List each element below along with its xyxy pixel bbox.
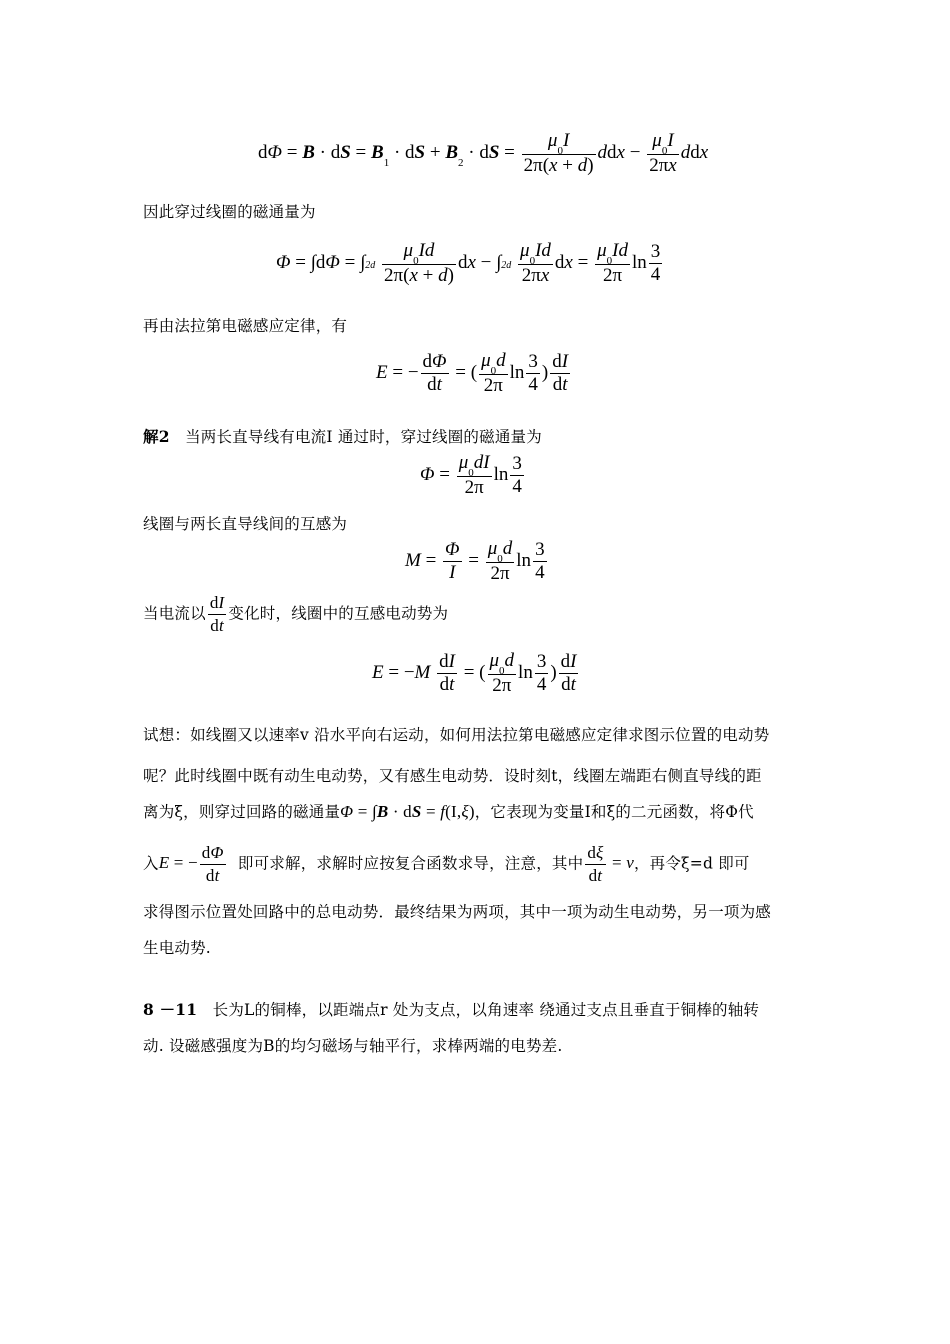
paragraph-mutual: 线圈与两长直导线间的互感为 (143, 515, 348, 533)
paragraph-current-change: 当电流以 $\frac{dI}{dt}$ 变化时，线圈中的互感电动势为 (143, 593, 449, 635)
solution-2-label: 解2 (143, 427, 170, 446)
equation-flux-integral: Φ = ∫dΦ = ∫2d $\frac{\mu_0Id}{2\pi(x + d)}$ dx − ∫2d $\frac{\mu_0Id}{2\pi x}$ dx = $\frac{\mu_0Id}{2\pi}$ ln $\frac{3}{4}$ (276, 240, 661, 286)
think-line-5: 求得图示位置处回路中的总电动势．最终结果为两项，其中一项为动生电动势，另一项为感 (143, 903, 772, 921)
think-line-4: 入E = − $\frac{d\Phi}{dt}$ 即可求解，求解时应按复合函数求导，注意，其中 $\frac{d\xi}{dt}$ = v，再令ξ=d 即可 (143, 843, 750, 885)
think-line-6: 生电动势. (143, 939, 211, 957)
paragraph-faraday: 再由法拉第电磁感应定律，有 (143, 317, 348, 335)
think-line-4-post: ，再令ξ=d 即可 (633, 854, 750, 873)
problem-line-2: 动. 设磁感强度为B的均匀磁场与轴平行，求棒两端的电势差. (143, 1037, 563, 1055)
think-line-4-pre: 入 (143, 854, 159, 873)
problem-line-1 (143, 998, 759, 1020)
problem-line-1-text: 长为L的铜棒，以距端点r 处为支点，以角速率 绕通过支点且垂直于铜棒的轴转 (212, 1001, 760, 1019)
equation-emf-1: E = − $\frac{d\Phi}{dt}$ = ( $\frac{\mu_0d}{2\pi}$ ln $\frac{3}{4}$ ) $\frac{dI}{dt}$ (376, 350, 569, 396)
equation-dphi: dΦ = B · dS = $B_1$ · dS + $B_2$ · dS = $\frac{\mu_0I}{2\pi(x + d)}$ ddx − $\frac{\mu_0I}{2\pi x}$ ddx (258, 130, 709, 176)
think-line-4-mid: 即可求解，求解时应按复合函数求导，注意，其中 (237, 854, 584, 873)
think-line-3: 离为ξ，则穿过回路的磁通量Φ = ∫B · dS = f(I,ξ)，它表现为变量I和ξ的二元函数，将Φ代 (143, 802, 754, 821)
equation-flux-2: Φ = $\frac{\mu_0dI}{2\pi}$ ln $\frac{3}{4}$ (420, 452, 522, 498)
think-line-3-post: ，它表现为变量I和ξ的二元函数，将Φ代 (474, 803, 754, 821)
solution-2-text: 当两长直导线有电流I 通过时，穿过线圈的磁通量为 (185, 428, 542, 446)
equation-emf-2: E = −M $\frac{dI}{dt}$ = ( $\frac{\mu_0d}{2\pi}$ ln $\frac{3}{4}$ ) $\frac{dI}{dt}$ (372, 650, 577, 696)
think-line-3-pre: 离为ξ，则穿过回路的磁通量 (143, 803, 341, 821)
current-change-pre: 当电流以 (143, 604, 206, 623)
equation-mutual-inductance: M = $\frac{\Phi}{I}$ = $\frac{\mu_0d}{2\pi}$ ln $\frac{3}{4}$ (405, 538, 545, 584)
current-change-post: 变化时，线圈中的互感电动势为 (228, 604, 449, 623)
paragraph-flux-intro: 因此穿过线圈的磁通量为 (143, 203, 316, 221)
problem-number: 8 －11 (143, 1000, 198, 1019)
think-line-1: 试想：如线圈又以速率v 沿水平向右运动，如何用法拉第电磁感应定律求图示位置的电动势 (143, 726, 770, 744)
think-line-2: 呢？此时线圈中既有动生电动势，又有感生电动势．设时刻t，线圈左端距右侧直导线的距 (143, 767, 762, 785)
solution-2-line (143, 425, 542, 447)
